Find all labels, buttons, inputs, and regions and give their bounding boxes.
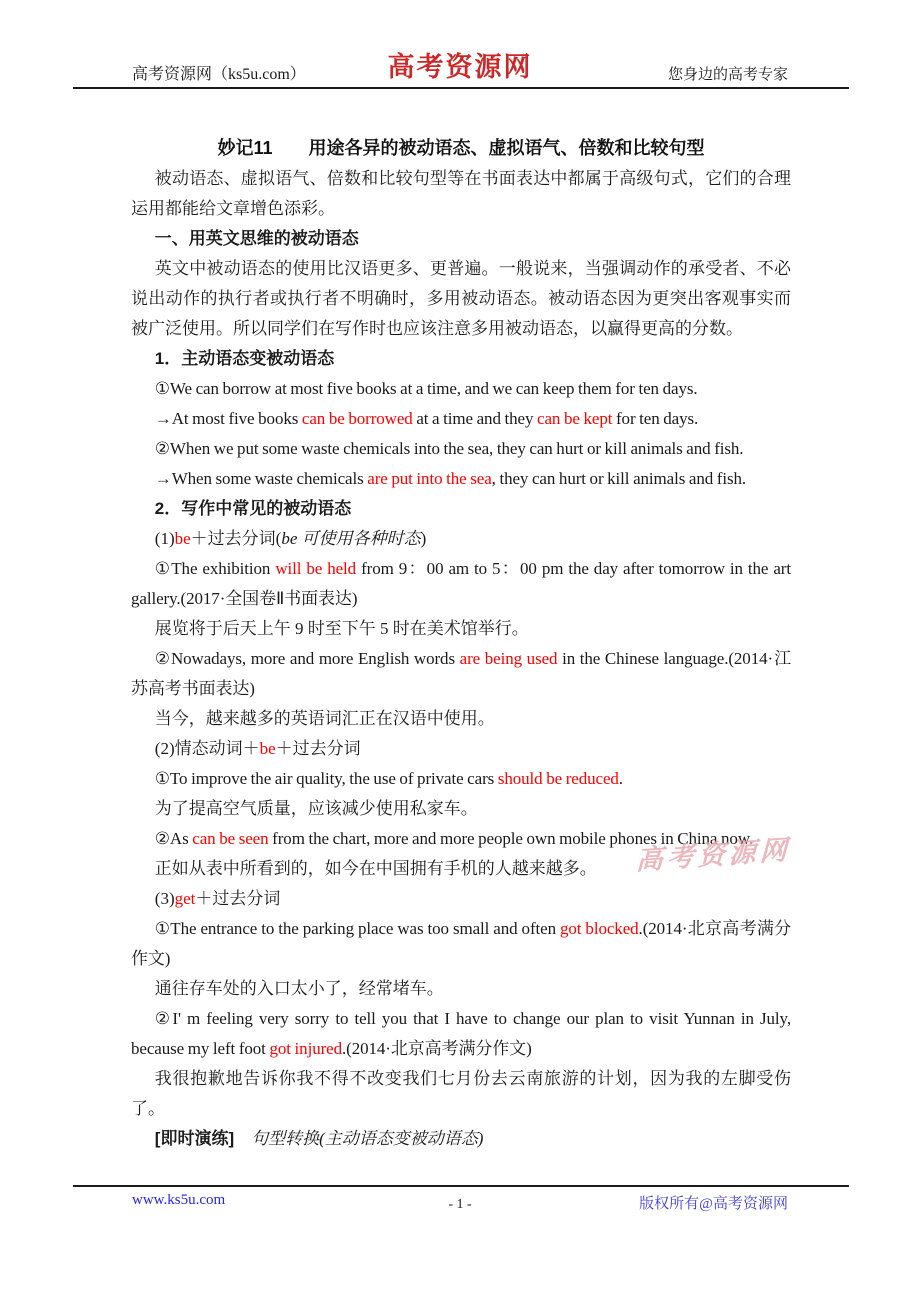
translation bbox=[131, 794, 791, 824]
highlight-red-text: can be seen bbox=[192, 829, 269, 848]
text-segment: ) bbox=[420, 529, 427, 548]
header-slogan: 您身边的高考专家 bbox=[667, 67, 788, 83]
text-segment: 句型转换(主动语态变被动语态) bbox=[251, 1129, 484, 1148]
text-segment: 我很抱歉地告诉你我不得不改变我们七月份去云南旅游的计划，因为我的左脚受伤了。 bbox=[131, 1069, 791, 1118]
page-number: - 1 - bbox=[448, 1197, 472, 1212]
document-content bbox=[131, 133, 791, 1154]
footer-rule bbox=[73, 1185, 849, 1187]
text-segment: →When some waste chemicals bbox=[154, 469, 368, 488]
page-title: 妙记11 用途各异的被动语态、虚拟语气、倍数和比较句型 bbox=[217, 138, 705, 158]
example-sentence bbox=[131, 464, 791, 494]
translation bbox=[131, 704, 791, 734]
example-sentence bbox=[131, 404, 791, 434]
text-segment: .(2014·北京高考满分作文) bbox=[342, 1039, 532, 1058]
text-segment: .(2014·北京高考满分作文) bbox=[131, 919, 791, 968]
example-sentence bbox=[131, 644, 791, 704]
text-segment: . bbox=[618, 769, 623, 788]
text-segment: 展览将于后天上午 9 时至下午 5 时在美术馆举行。 bbox=[154, 619, 529, 638]
text-segment: ＋过去分词( bbox=[190, 529, 282, 548]
translation bbox=[131, 974, 791, 1004]
watermark-text: 高考资源网 bbox=[635, 834, 792, 876]
example-sentence bbox=[131, 824, 791, 854]
text-segment: at a time and they bbox=[412, 409, 538, 428]
footer-site-link[interactable]: www.ks5u.com bbox=[132, 1192, 226, 1208]
text-segment: ②I' m feeling very sorry to tell you that I have to change our plan to visit Yunnan in July, because my left foot bbox=[131, 1009, 791, 1058]
page-header bbox=[132, 46, 788, 86]
header-rule bbox=[73, 87, 849, 89]
text-segment: ②When we put some waste chemicals into the sea, they can hurt or kill animals and fish. bbox=[154, 439, 744, 458]
text-segment: , they can hurt or kill animals and fish. bbox=[491, 469, 747, 488]
text-segment: 被动语态、虚拟语气、倍数和比较句型等在书面表达中都属于高级句式，它们的合理运用都能给文章增色添彩。 bbox=[131, 169, 791, 218]
intro-paragraph bbox=[131, 164, 791, 224]
text-segment: be 可使用各种时态 bbox=[281, 529, 421, 548]
subsection-1-heading bbox=[131, 344, 791, 374]
highlight-red-text: get bbox=[174, 889, 196, 908]
subsection-2-heading bbox=[131, 494, 791, 524]
highlight-red-text: can be borrowed bbox=[301, 409, 413, 428]
highlight-red-text: should be reduced bbox=[497, 769, 619, 788]
highlight-red-text: be bbox=[174, 529, 191, 548]
text-segment: 为了提高空气质量，应该减少使用私家车。 bbox=[154, 799, 478, 818]
site-logo: 高考资源网 bbox=[387, 52, 533, 82]
drill-heading bbox=[131, 1124, 791, 1154]
text-segment: (2)情态动词＋ bbox=[154, 739, 260, 758]
highlight-red-text: can be kept bbox=[537, 409, 613, 428]
text-segment: ①To improve the air quality, the use of private cars bbox=[154, 769, 498, 788]
document-body bbox=[131, 164, 791, 1154]
highlight-red-text: will be held bbox=[275, 559, 357, 578]
text-segment: from the chart, more and more people own mobile phones in China now. bbox=[268, 829, 754, 848]
text-segment: [即时演练] bbox=[154, 1129, 235, 1148]
example-sentence bbox=[131, 434, 791, 464]
text-segment: ＋过去分词 bbox=[275, 739, 361, 758]
section-1-heading bbox=[131, 224, 791, 254]
text-segment bbox=[234, 1129, 251, 1148]
section-1-paragraph bbox=[131, 254, 791, 344]
text-segment: 一、用英文思维的被动语态 bbox=[154, 229, 359, 248]
pattern-2 bbox=[131, 734, 791, 764]
text-segment: in the Chinese language.(2014·江苏高考书面表达) bbox=[131, 649, 791, 698]
text-segment: 通往存车处的入口太小了，经常堵车。 bbox=[154, 979, 444, 998]
text-segment: ①We can borrow at most five books at a time, and we can keep them for ten days. bbox=[154, 379, 698, 398]
text-segment: for ten days. bbox=[612, 409, 699, 428]
highlight-red-text: are being used bbox=[459, 649, 558, 668]
text-segment: ①The entrance to the parking place was too small and often bbox=[154, 919, 560, 938]
text-segment: 英文中被动语态的使用比汉语更多、更普遍。一般说来，当强调动作的承受者、不必说出动作的执行者或执行者不明确时，多用被动语态。被动语态因为更突出客观事实而被广泛使用。所以同学们在写作时也应该注意多用被动语态，以赢得更高的分数。 bbox=[131, 259, 791, 338]
example-sentence bbox=[131, 374, 791, 404]
example-sentence bbox=[131, 1004, 791, 1064]
text-segment: (3) bbox=[154, 889, 175, 908]
highlight-red-text: got injured bbox=[269, 1039, 342, 1058]
pattern-1 bbox=[131, 524, 791, 554]
text-segment: ②Nowadays, more and more English words bbox=[154, 649, 460, 668]
text-segment: 正如从表中所看到的，如今在中国拥有手机的人越来越多。 bbox=[154, 859, 597, 878]
text-segment: 1．主动语态变被动语态 bbox=[154, 349, 335, 368]
text-segment: 当今，越来越多的英语词汇正在汉语中使用。 bbox=[154, 709, 495, 728]
example-sentence bbox=[131, 554, 791, 614]
translation bbox=[131, 614, 791, 644]
text-segment: ＋过去分词 bbox=[195, 889, 281, 908]
translation bbox=[131, 1064, 791, 1124]
text-segment: from 9：00 am to 5：00 pm the day after tomorrow in the art gallery.(2017·全国卷Ⅱ书面表达) bbox=[131, 559, 791, 608]
highlight-red-text: are put into the sea bbox=[367, 469, 492, 488]
text-segment: →At most five books bbox=[154, 409, 302, 428]
footer-copyright-link[interactable]: 版权所有@高考资源网 bbox=[639, 1196, 788, 1212]
example-sentence bbox=[131, 764, 791, 794]
translation bbox=[131, 854, 791, 884]
text-segment: ②As bbox=[154, 829, 193, 848]
highlight-red-text: got blocked bbox=[559, 919, 639, 938]
header-site-name: 高考资源网（ks5u.com） bbox=[132, 66, 306, 83]
text-segment: ①The exhibition bbox=[154, 559, 276, 578]
pattern-3 bbox=[131, 884, 791, 914]
text-segment: (1) bbox=[154, 529, 175, 548]
example-sentence bbox=[131, 914, 791, 974]
text-segment: 2．写作中常见的被动语态 bbox=[154, 499, 352, 518]
highlight-red-text: be bbox=[259, 739, 276, 758]
